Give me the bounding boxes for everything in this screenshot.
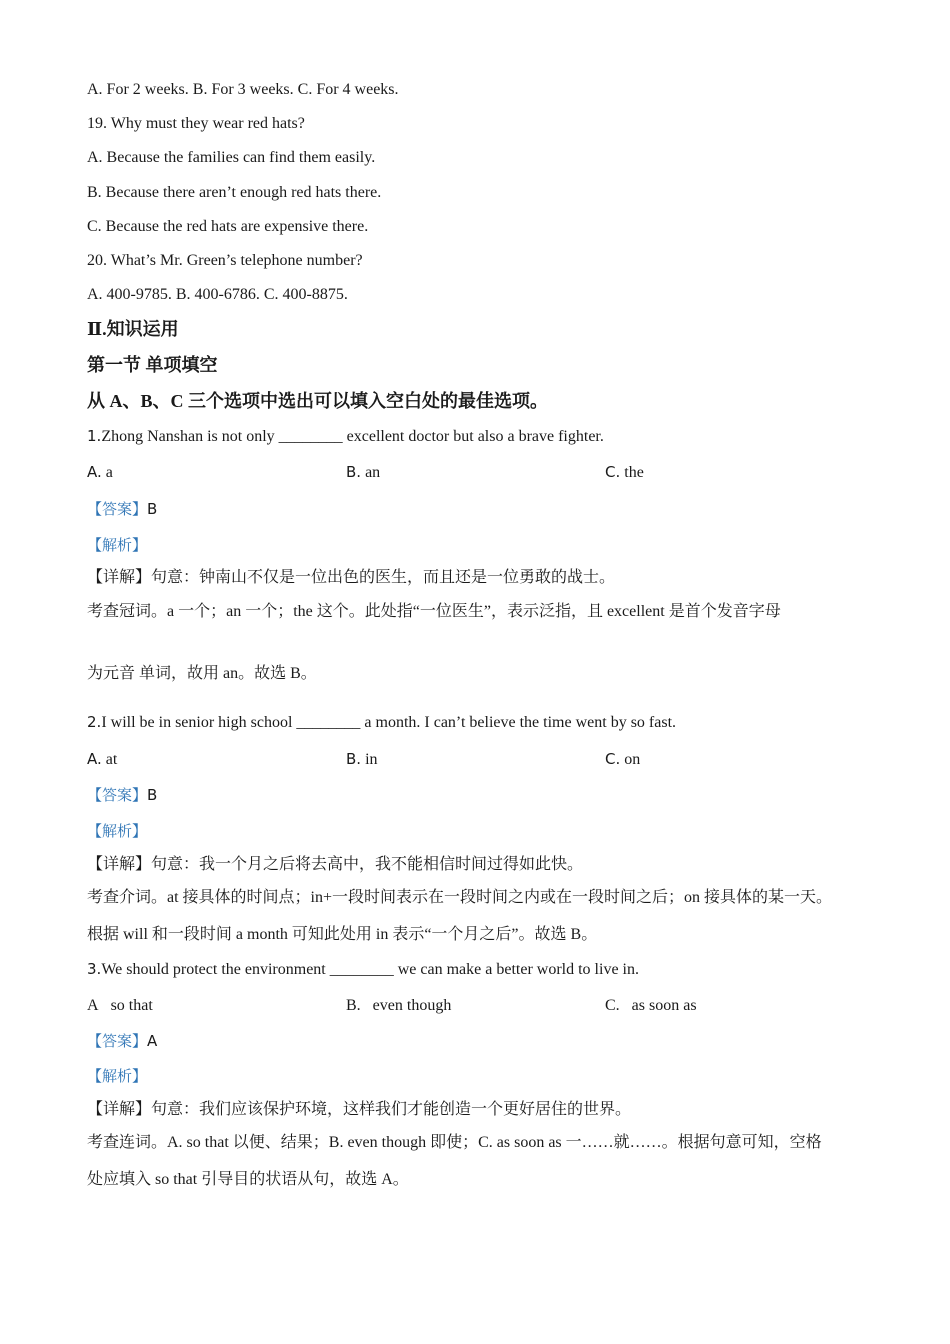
question-number: 3.	[87, 960, 102, 978]
q2-explain-line-1: 考查介词。at 接具体的时间点；in+一段时间表示在一段时间之内或在一段时间之后；on 接具体的某一天。	[87, 889, 833, 906]
q3-explain-line-1: 考查连词。A. so that 以便、结果；B. even though 即使；C. as soon as 一……就……。根据句意可知，空格	[87, 1134, 822, 1151]
q3-analysis-tag: 【解析】	[87, 1067, 148, 1085]
section-title: Ⅱ.知识运用	[87, 319, 179, 339]
q2-explain-line-2: 根据 will 和一段时间 a month 可知此处用 in 表示“一个月之后”。故选 B。	[87, 926, 598, 943]
question-3-stem	[87, 959, 639, 980]
section-instruction: 从 A、B、C 三个选项中选出可以填入空白处的最佳选项。	[87, 391, 549, 411]
q3-option-a: A so that	[87, 997, 153, 1014]
q3-answer: 【答案】A	[87, 1032, 158, 1050]
q20-question: 20. What’s Mr. Green’s telephone number?	[87, 252, 363, 269]
q1-explain-line-2: 为元音 单词，故用 an。故选 B。	[87, 665, 317, 682]
q19-option-a: A. Because the families can find them easily.	[87, 149, 376, 166]
question-1-stem	[87, 426, 604, 447]
q1-option-b: B. an	[346, 463, 381, 481]
question-text: We should protect the environment ________ we can make a better world to live in.	[101, 961, 639, 978]
question-text: Zhong Nanshan is not only ________ excellent doctor but also a brave fighter.	[101, 428, 604, 445]
q3-detail: 【详解】句意：我们应该保护环境，这样我们才能创造一个更好居住的世界。	[87, 1101, 632, 1118]
q1-explain-line-1: 考查冠词。a 一个；an 一个；the 这个。此处指“一位医生”，表示泛指，且 excellent 是首个发音字母	[87, 603, 781, 620]
q2-answer: 【答案】B	[87, 786, 158, 804]
q2-analysis-tag: 【解析】	[87, 822, 148, 840]
q2-option-a: A. at	[87, 750, 118, 768]
q18-options: A. For 2 weeks. B. For 3 weeks. C. For 4 weeks.	[87, 81, 399, 98]
q1-analysis-tag: 【解析】	[87, 536, 148, 554]
q20-options: A. 400-9785. B. 400-6786. C. 400-8875.	[87, 286, 348, 303]
q1-option-c: C. the	[605, 463, 644, 481]
question-number: 1.	[87, 427, 102, 445]
q2-option-b: B. in	[346, 750, 378, 768]
q1-option-a: A. a	[87, 463, 113, 481]
q1-answer: 【答案】B	[87, 500, 158, 518]
q19-question: 19. Why must they wear red hats?	[87, 115, 305, 132]
q19-option-c: C. Because the red hats are expensive there.	[87, 218, 369, 235]
question-2-stem	[87, 712, 676, 733]
question-number: 2.	[87, 713, 102, 731]
q3-option-c: C. as soon as	[605, 997, 697, 1014]
section-subtitle: 第一节 单项填空	[87, 355, 218, 375]
question-text: I will be in senior high school ________ a month. I can’t believe the time went by so fast.	[101, 714, 677, 731]
q1-detail: 【详解】句意：钟南山不仅是一位出色的医生，而且还是一位勇敢的战士。	[87, 569, 616, 586]
q2-detail: 【详解】句意：我一个月之后将去高中，我不能相信时间过得如此快。	[87, 856, 584, 873]
q3-explain-line-2: 处应填入 so that 引导目的状语从句，故选 A。	[87, 1171, 409, 1188]
q2-option-c: C. on	[605, 750, 641, 768]
q19-option-b: B. Because there aren’t enough red hats there.	[87, 184, 382, 201]
q3-option-b: B. even though	[346, 997, 452, 1014]
